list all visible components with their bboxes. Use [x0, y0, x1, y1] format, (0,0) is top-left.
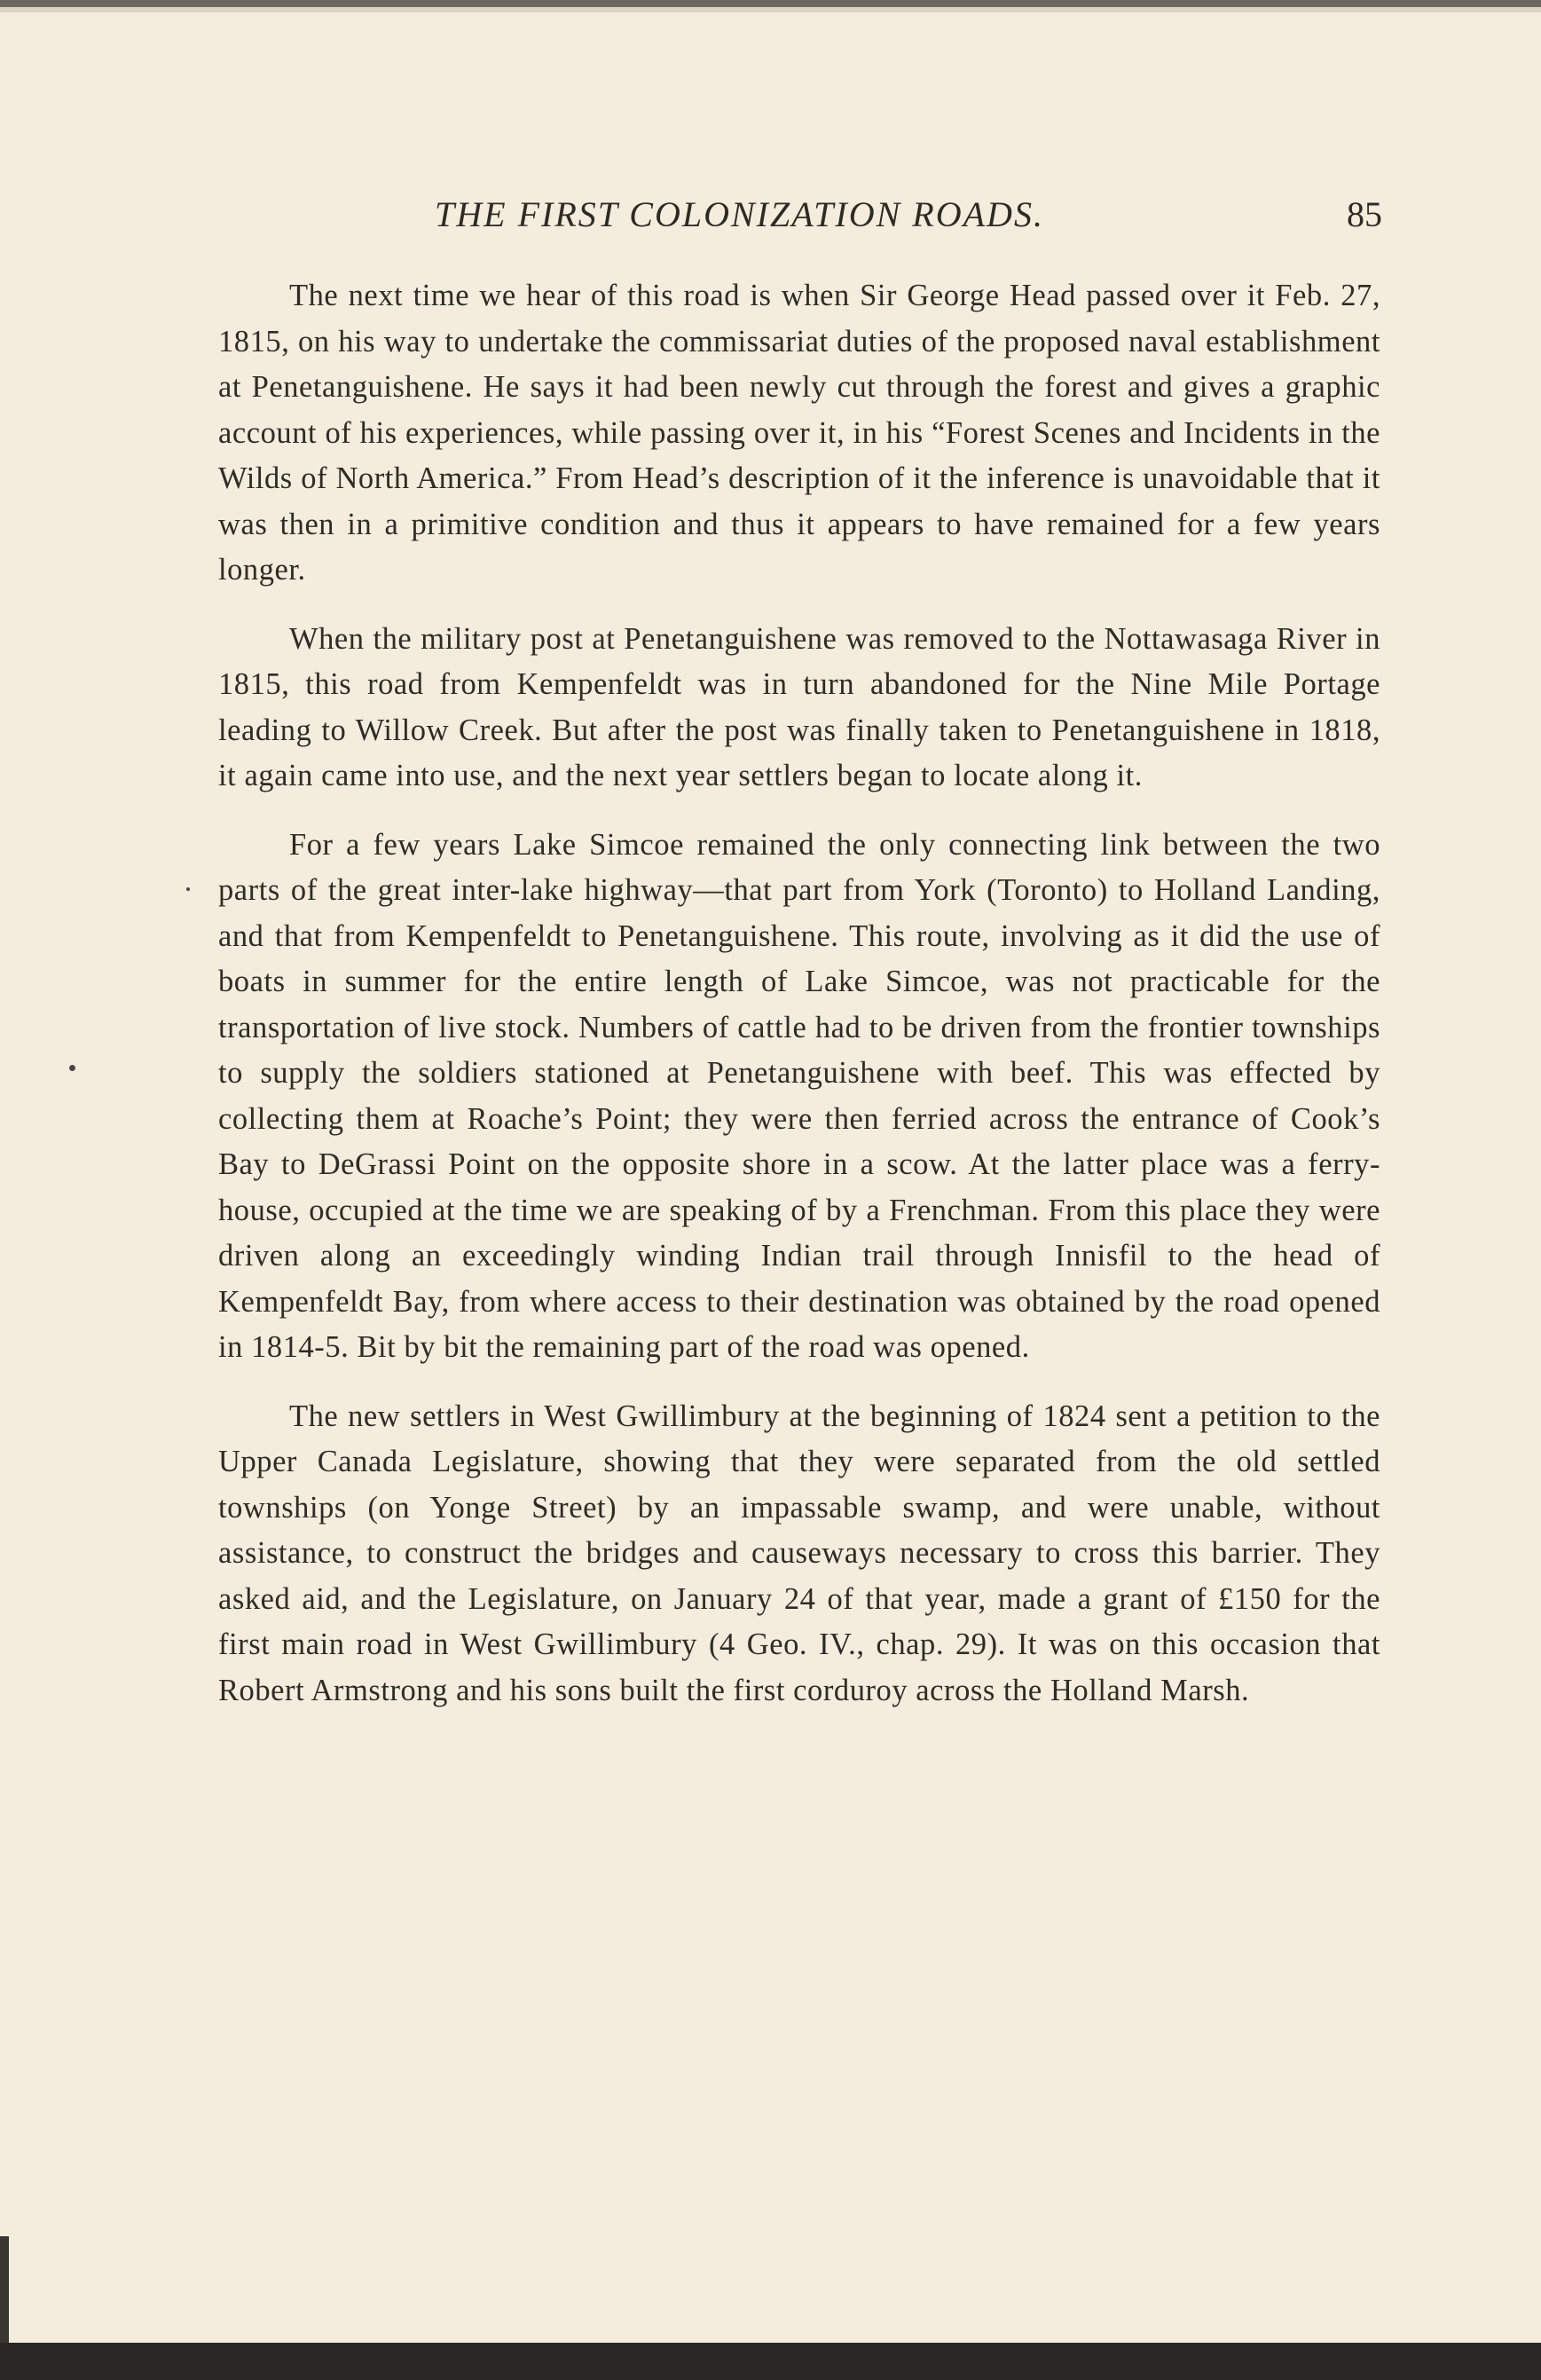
running-head	[435, 193, 1428, 247]
page-top-edge	[0, 0, 1541, 7]
page-left-edge-shadow	[0, 2236, 9, 2343]
paragraph-lake-simcoe: For a few years Lake Simcoe remained the only connecting link between the two parts of the great inter-lake highway—that part from York (Toronto) to Holland Landing, and that from Kempenfeldt to Penetanguishene. This route, involving as it did the use of boats in summer for the entire length of Lake Simcoe, was not practicable for the transportation of live stock. Numbers of cattle had to be driven from the frontier townships to supply the soldiers stationed at Penetanguishene with beef. This was effected by collecting them at Roache’s Point; they were then ferried across the entrance of Cook’s Bay to DeGrassi Point on the opposite shore in a scow. At the latter place was a ferry-house, occupied at the time we are speaking of by a Frenchman. From this place they were driven along an exceedingly winding Indian trail through Innisfil to the head of Kempenfeldt Bay, from where access to their destination was obtained by the road opened in 1814-5. Bit by bit the remaining part of the road was opened.	[218, 827, 1380, 1364]
paper-speck	[186, 887, 190, 891]
paragraph-west-gwillimbury: The new settlers in West Gwillimbury at the beginning of 1824 sent a petition to the Upper Canada Legislature, showing that they were separated from the old settled townships (on Yonge Street) by an impassable swamp, and were unable, without assistance, to construct the bridges and causeways necessary to cross this barrier. They asked aid, and the Legislature, on January 24 of that year, made a grant of £150 for the first main road in West Gwillimbury (4 Geo. IV., chap. 29). It was on this occasion that Robert Armstrong and his sons built the first corduroy across the Holland Marsh.	[218, 1399, 1380, 1707]
paragraph-military-post: When the military post at Penetanguishene was removed to the Nottawasaga River in 1815, this road from Kempenfeldt was in turn abandoned for the Nine Mile Portage leading to Willow Creek. But after the post was finally taken to Penetanguishene in 1818, it again came into use, and the next year settlers began to locate along it.	[218, 621, 1380, 792]
page-top-edge-highlight	[0, 7, 1541, 12]
paragraph-sir-george-head: The next time we hear of this road is when Sir George Head passed over it Feb. 27, 1815, on his way to undertake the commissariat duties of the proposed naval establishment at Penetanguishene. He says it had been newly cut through the forest and gives a graphic account of his experiences, while passing over it, in his “Forest Scenes and Incidents in the Wilds of North America.” From Head’s description of it the inference is unavoidable that it was then in a primitive condition and thus it appears to have remained for a few years longer.	[218, 279, 1380, 587]
paper-speck	[69, 1065, 75, 1071]
page-number: 85	[1347, 194, 1382, 234]
body-text	[218, 273, 1380, 1714]
page-bottom-edge-shadow	[0, 2343, 1541, 2380]
running-title: THE FIRST COLONIZATION ROADS.	[435, 194, 1044, 234]
